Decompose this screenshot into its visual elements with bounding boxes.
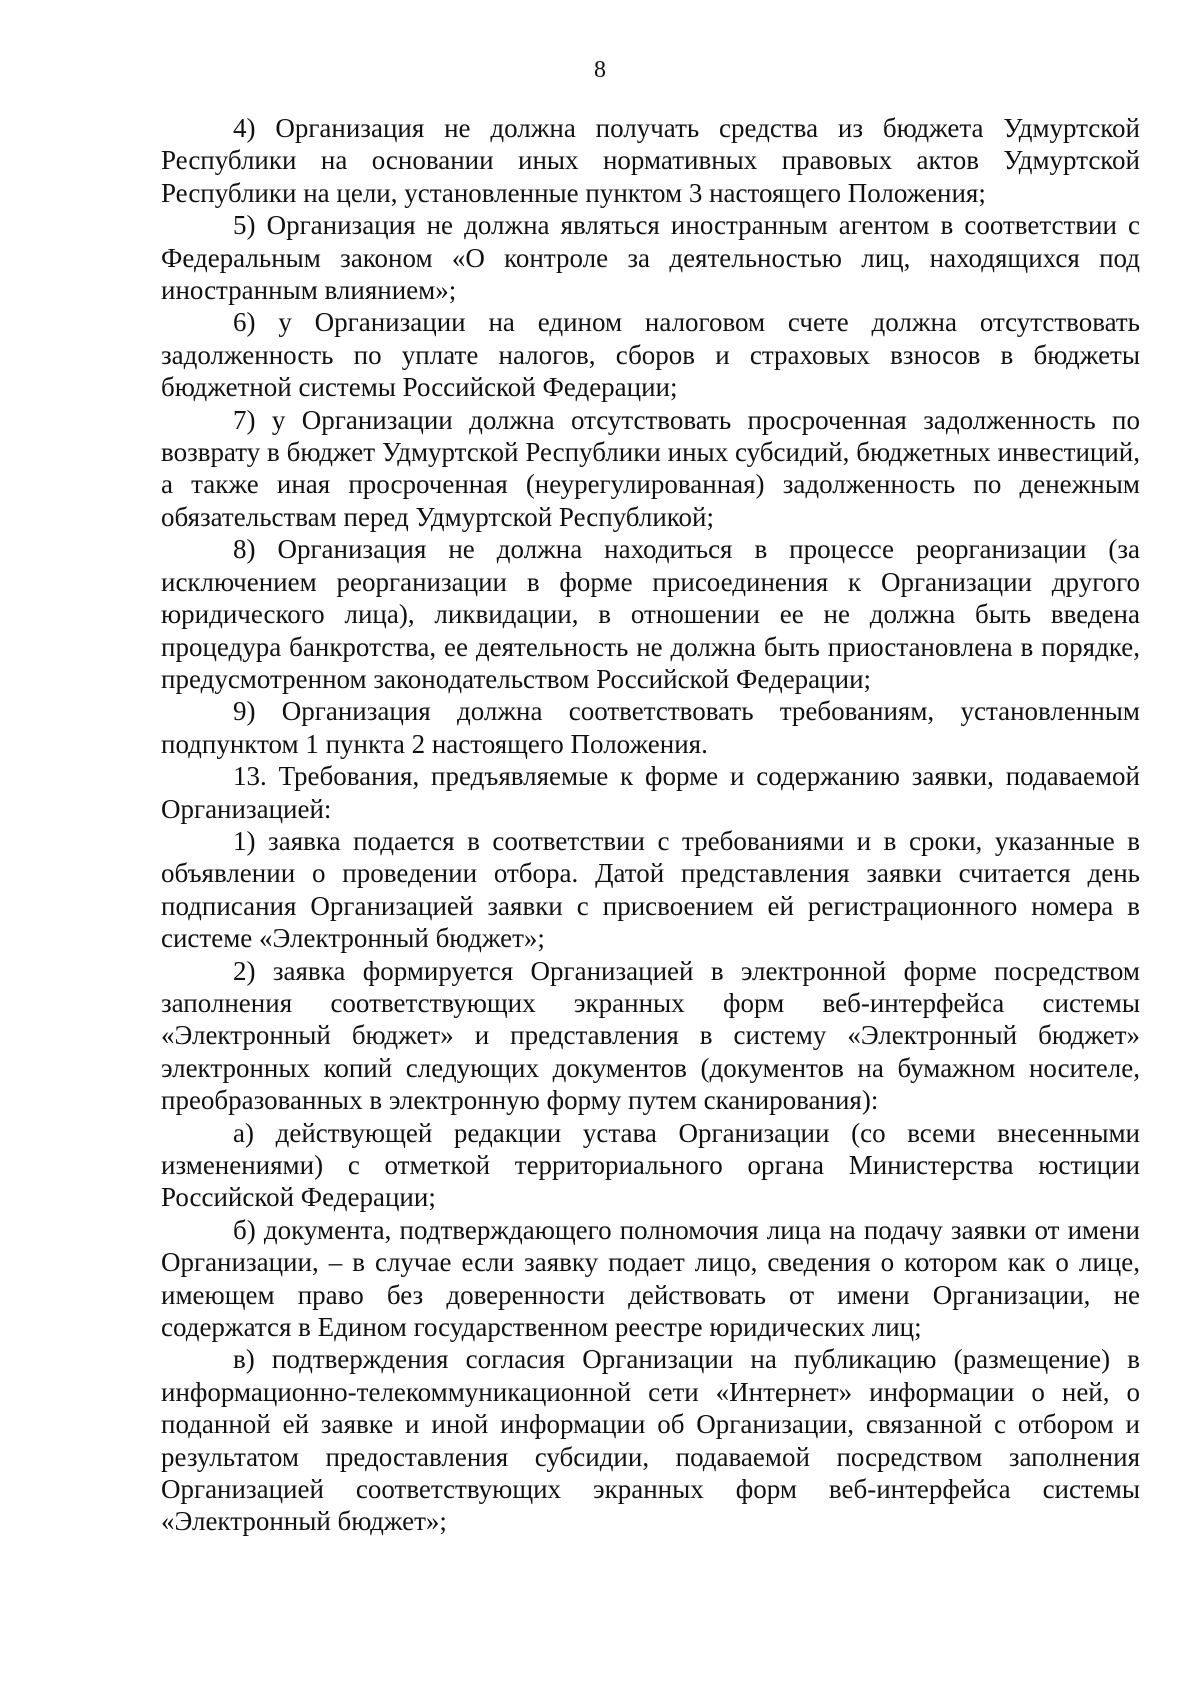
document-body (161, 112, 1140, 1538)
paragraph-item-5: 5) Организация не должна являться иностранным агентом в соответствии с Федеральным законом «О контроле за деятельностью лиц, находящихся под иностранным влиянием»; (161, 210, 1140, 306)
paragraph-subitem-v: в) подтверждения согласия Организации на публикацию (размещение) в информационно-телекоммуникационной сети «Интернет» информации о ней, о поданной ей заявке и иной информации об Организации, связанной с отбором и результатом предоставления субсидии, подаваемой посредством заполнения Организацией соответствующих экранных форм веб-интерфейса системы «Электронный бюджет»; (161, 1344, 1140, 1537)
paragraph-subitem-2: 2) заявка формируется Организацией в электронной форме посредством заполнения соответствующих экранных форм веб-интерфейса системы «Электронный бюджет» и представления в систему «Электронный бюджет» электронных копий следующих документов (документов на бумажном носителе, преобразованных в электронную форму путем сканирования): (161, 955, 1140, 1116)
page-number: 8 (594, 57, 606, 83)
paragraph-subitem-b: б) документа, подтверждающего полномочия лица на подачу заявки от имени Организации, – в случае если заявку подает лицо, сведения о котором как о лице, имеющем право без доверенности действовать от имени Организации, не содержатся в Едином государственном реестре юридических лиц; (161, 1214, 1140, 1343)
paragraph-item-6: 6) у Организации на едином налоговом счете должна отсутствовать задолженность по уплате налогов, сборов и страховых взносов в бюджеты бюджетной системы Российской Федерации; (161, 307, 1140, 403)
paragraph-item-4: 4) Организация не должна получать средства из бюджета Удмуртской Республики на основании иных нормативных правовых актов Удмуртской Республики на цели, установленные пунктом 3 настоящего Положения; (161, 113, 1140, 208)
paragraph-section-13: 13. Требования, предъявляемые к форме и содержанию заявки, подаваемой Организацией: (161, 761, 1140, 824)
paragraph-item-8: 8) Организация не должна находиться в процессе реорганизации (за исключением реорганизации в форме присоединения к Организации другого юридического лица), ликвидации, в отношении ее не должна быть введена процедура банкротства, ее деятельность не должна быть приостановлена в порядке, предусмотренном законодательством Российской Федерации; (161, 534, 1140, 694)
paragraph-subitem-1: 1) заявка подается в соответствии с требованиями и в сроки, указанные в объявлении о проведении отбора. Датой представления заявки считается день подписания Организацией заявки с присвоением ей регистрационного номера в системе «Электронный бюджет»; (161, 825, 1140, 954)
paragraph-item-9: 9) Организация должна соответствовать требованиям, установленным подпунктом 1 пункта 2 настоящего Положения. (161, 696, 1140, 759)
paragraph-item-7: 7) у Организации должна отсутствовать просроченная задолженность по возврату в бюджет Удмуртской Республики иных субсидий, бюджетных инвестиций, а также иная просроченная (неурегулированная) задолженность по денежным обязательствам перед Удмуртской Республикой; (161, 404, 1140, 532)
paragraph-subitem-a: а) действующей редакции устава Организации (со всеми внесенными изменениями) с отметкой территориального органа Министерства юстиции Российской Федерации; (161, 1117, 1140, 1213)
